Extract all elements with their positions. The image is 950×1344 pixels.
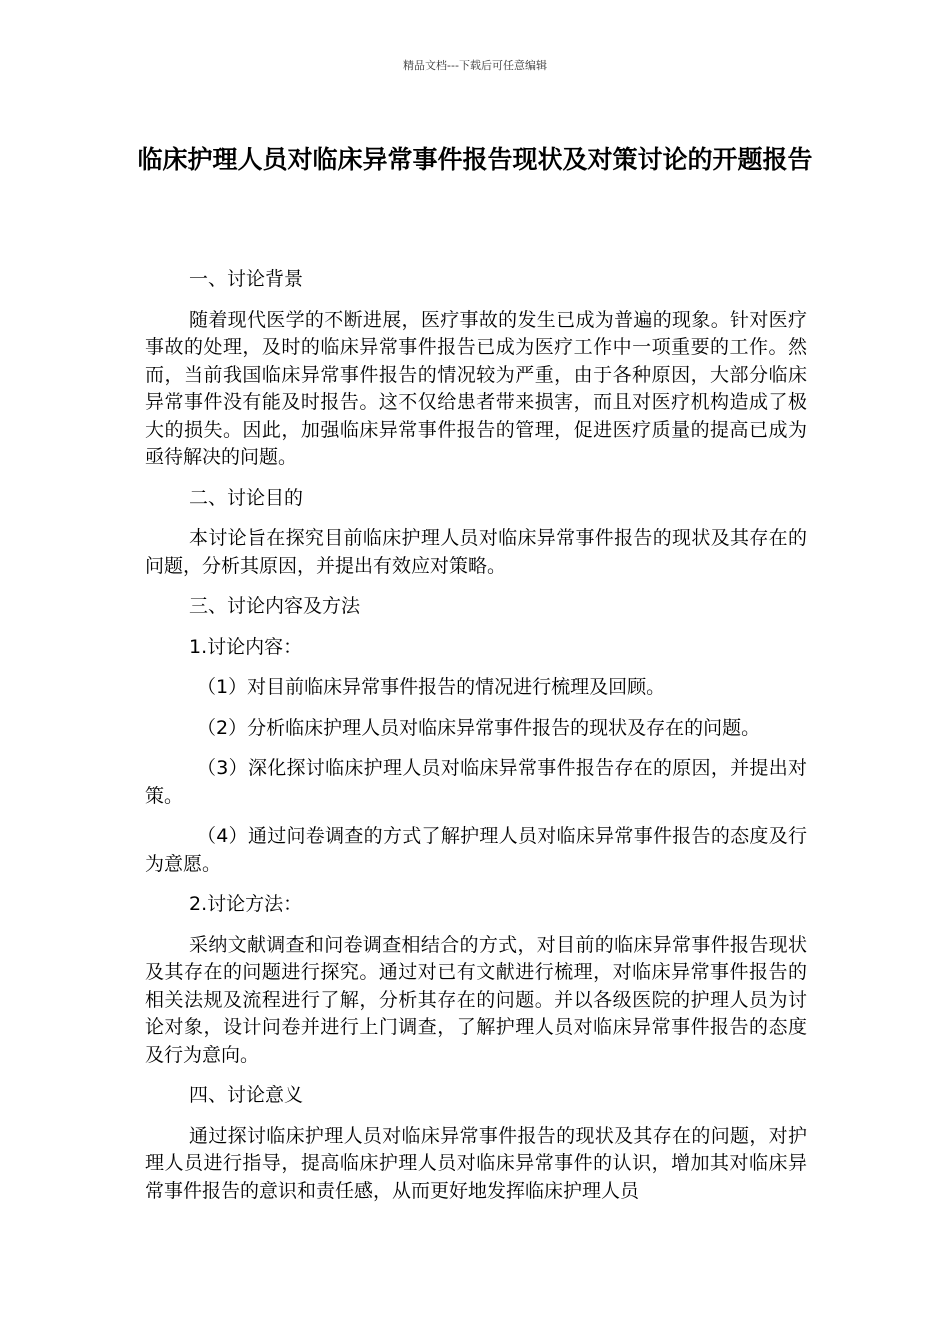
paragraph-significance: 通过探讨临床护理人员对临床异常事件报告的现状及其存在的问题，对护理人员进行指导，提高临床护理人员对临床异常事件的认识，增加其对临床异常事件报告的意识和责任感，从而更好地发挥临床护理人员 xyxy=(145,1124,807,1202)
subheading-content: 1.讨论内容： xyxy=(189,635,303,658)
section-heading-purpose: 二、讨论目的 xyxy=(189,486,304,509)
subheading-method: 2.讨论方法： xyxy=(189,893,303,915)
page-header: 精品文档---下载后可任意编辑 xyxy=(403,59,547,72)
document-body xyxy=(145,266,807,1218)
paragraph-background: 随着现代医学的不断进展，医疗事故的发生已成为普遍的现象。针对医疗事故的处理，及时的临床异常事件报告已成为医疗工作中一项重要的工作。然而，当前我国临床异常事件报告的情况较为严重，由于各种原因，大部分临床异常事件没有能及时报告。这不仅给患者带来损害，而且对医疗机构造成了极大的损失。因此，加强临床异常事件报告的管理，促进医疗质量的提高已成为亟待解决的问题。 xyxy=(145,308,807,468)
content-item-2: （2）分析临床护理人员对临床异常事件报告的现状及存在的问题。 xyxy=(197,716,761,739)
section-heading-background: 一、讨论背景 xyxy=(189,268,304,290)
section-heading-content-method: 三、讨论内容及方法 xyxy=(189,595,361,617)
content-item-1: （1）对目前临床异常事件报告的情况进行梳理及回顾。 xyxy=(197,676,666,698)
document-title: 临床护理人员对临床异常事件报告现状及对策讨论的开题报告 xyxy=(137,145,813,174)
paragraph-purpose: 本讨论旨在探究目前临床护理人员对临床异常事件报告的现状及其存在的问题，分析其原因，并提出有效应对策略。 xyxy=(145,527,807,577)
content-item-3: （3）深化探讨临床护理人员对临床异常事件报告存在的原因，并提出对策。 xyxy=(145,757,807,807)
content-item-4: （4）通过问卷调查的方式了解护理人员对临床异常事件报告的态度及行为意愿。 xyxy=(145,825,807,875)
paragraph-method: 采纳文献调查和问卷调查相结合的方式，对目前的临床异常事件报告现状及其存在的问题进行探究。通过对已有文献进行梳理，对临床异常事件报告的相关法规及流程进行了解，分析其存在的问题。并以各级医院的护理人员为讨论对象，设计问卷并进行上门调查，了解护理人员对临床异常事件报告的态度及行为意向。 xyxy=(145,933,807,1066)
section-heading-significance: 四、讨论意义 xyxy=(189,1084,304,1106)
